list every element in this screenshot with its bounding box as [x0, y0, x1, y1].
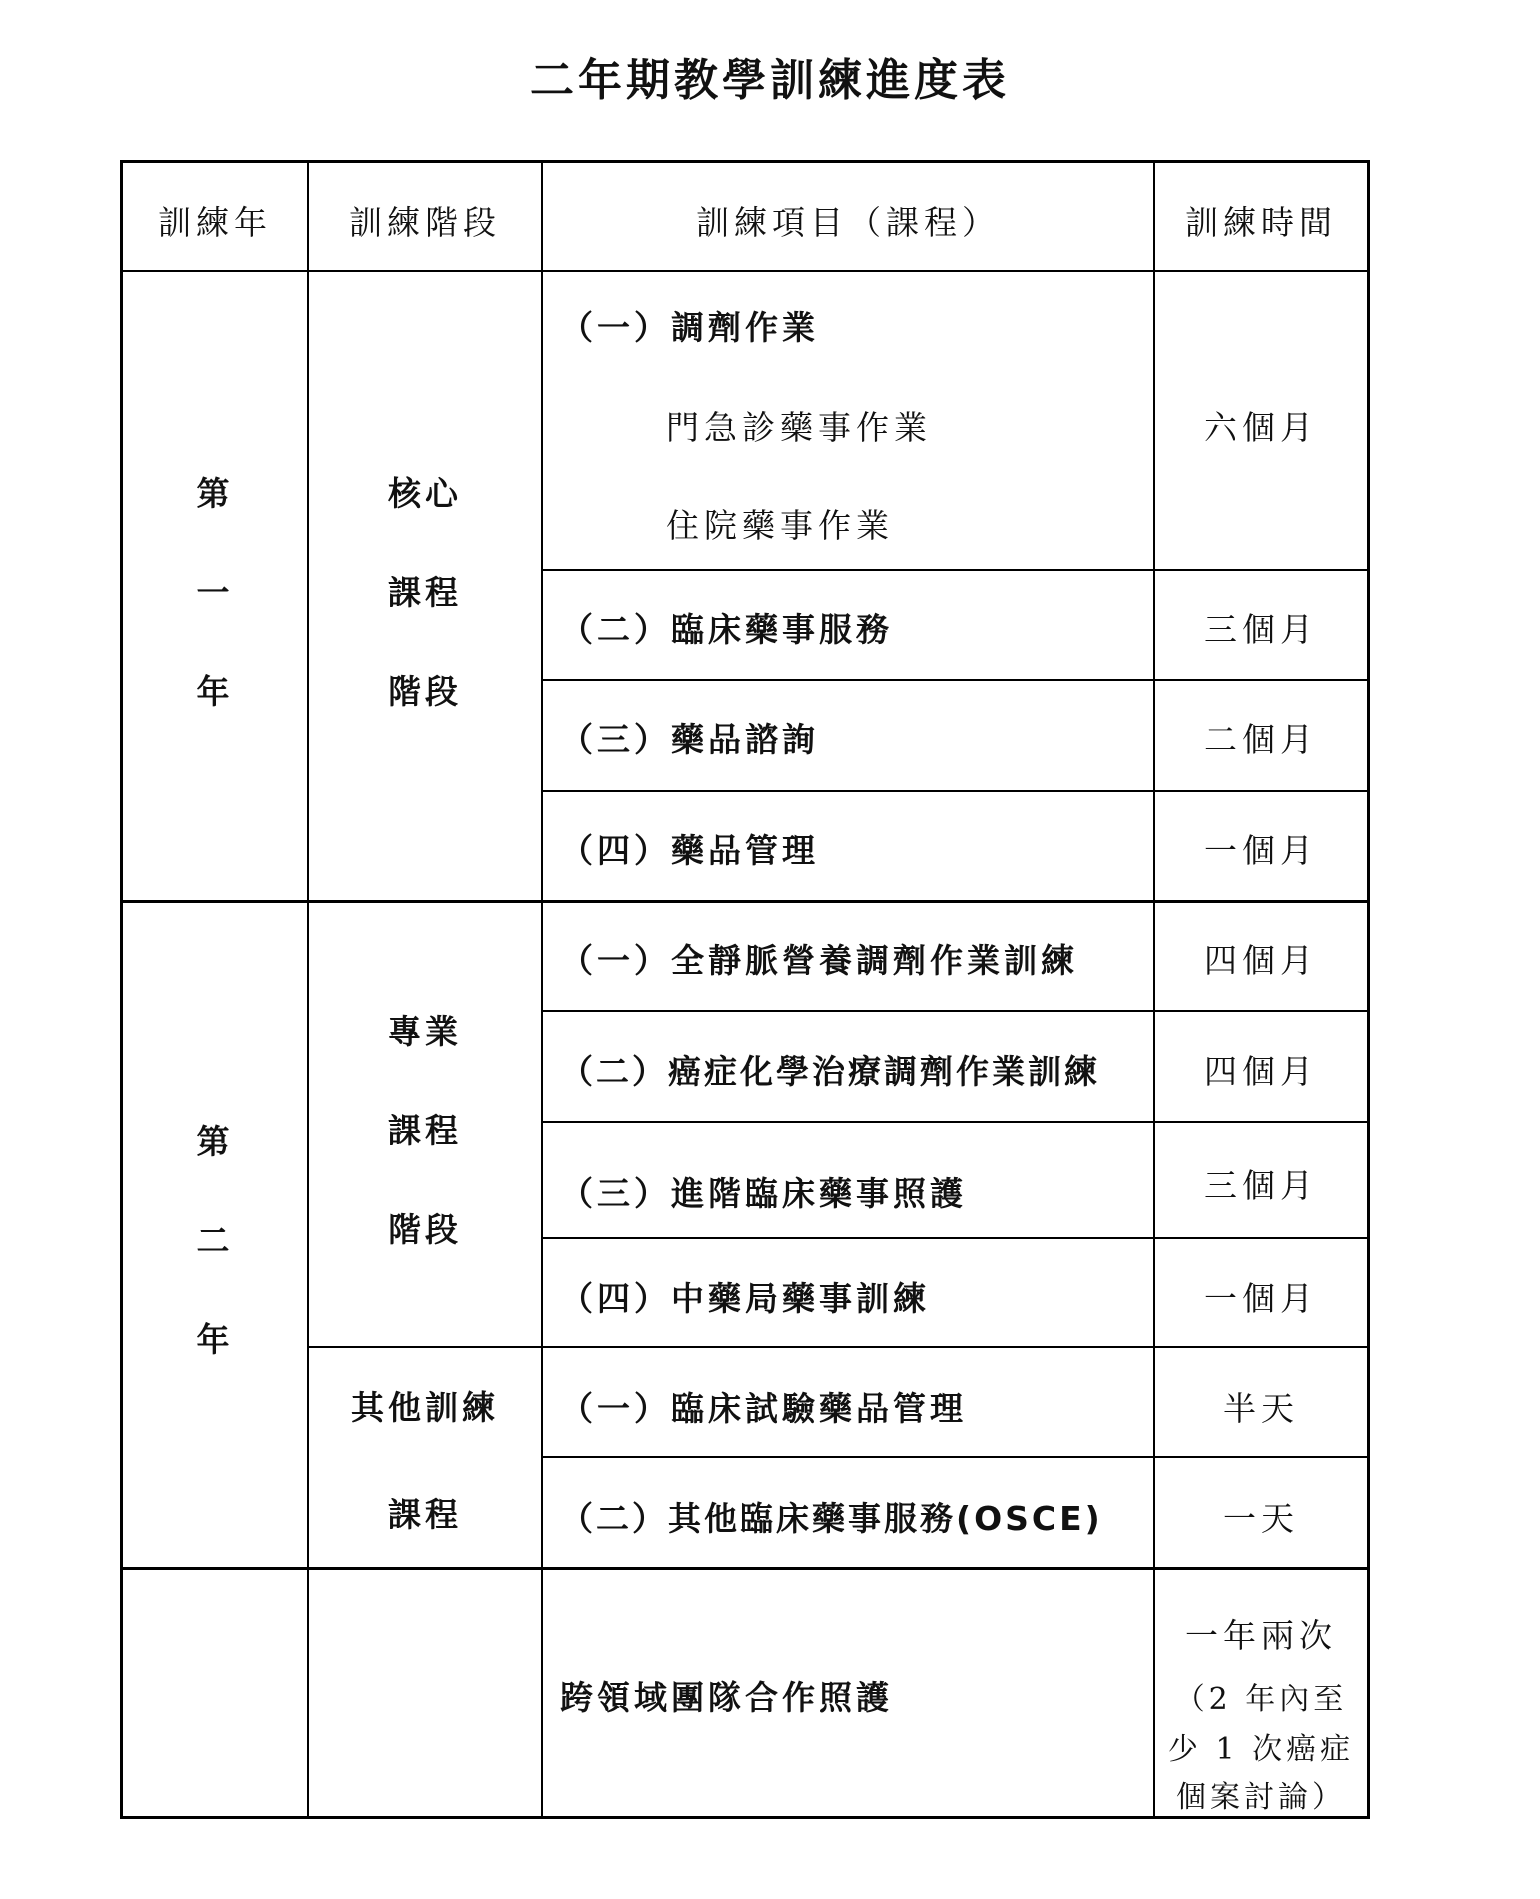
year2-other-time-2: 一天: [1223, 1499, 1299, 1538]
year2-stage-pro-2: 課程: [388, 1111, 462, 1150]
interprofessional-care-note-1: （2 年內至: [1174, 1682, 1348, 1717]
year1-time-4: 一個月: [1204, 831, 1318, 870]
year2-stage-pro-1: 專業: [388, 1012, 462, 1051]
header-training-year: 訓練年: [158, 203, 272, 242]
year1-item-3: （三）藥品諮詢: [560, 720, 819, 759]
year1-item-1-sub-1: 門急診藥事作業: [666, 408, 932, 447]
page-title: 二年期教學訓練進度表: [530, 55, 1010, 106]
year2-label-1: 第: [196, 1122, 234, 1161]
year1-item-2: （二）臨床藥事服務: [560, 610, 893, 649]
year1-item-1: （一）調劑作業: [560, 308, 819, 347]
year2-item-2: （二）癌症化學治療調劑作業訓練: [560, 1052, 1100, 1091]
year2-other-item-1: （一）臨床試驗藥品管理: [560, 1389, 967, 1428]
year2-other-time-1: 半天: [1223, 1389, 1299, 1428]
year1-item-1-sub-2: 住院藥事作業: [666, 506, 894, 545]
year1-time-3: 二個月: [1204, 720, 1318, 759]
year1-stage-2: 課程: [388, 573, 462, 612]
year2-stage-pro-3: 階段: [388, 1210, 462, 1249]
year2-stage-other-2: 課程: [388, 1495, 462, 1534]
year2-other-item-2: （二）其他臨床藥事服務(OSCE): [560, 1499, 1103, 1538]
interprofessional-care-item: 跨領域團隊合作照護: [560, 1678, 893, 1717]
year2-item-3: （三）進階臨床藥事照護: [560, 1174, 967, 1213]
header-training-item: 訓練項目（課程）: [696, 203, 1000, 242]
year1-stage-3: 階段: [388, 672, 462, 711]
header-training-time: 訓練時間: [1185, 203, 1337, 242]
interprofessional-care-note-3: 個案討論）: [1176, 1780, 1346, 1815]
year2-label-3: 年: [196, 1320, 234, 1359]
year1-time-1: 六個月: [1204, 408, 1318, 447]
year2-time-4: 一個月: [1204, 1279, 1318, 1318]
interprofessional-care-time: 一年兩次: [1185, 1616, 1337, 1655]
year2-stage-other-1: 其他訓練: [351, 1388, 499, 1427]
year1-label-1: 第: [196, 474, 234, 513]
year1-label-2: 一: [196, 573, 234, 612]
year1-time-2: 三個月: [1204, 610, 1318, 649]
year2-item-4: （四）中藥局藥事訓練: [560, 1279, 930, 1318]
year1-label-3: 年: [196, 672, 234, 711]
year2-time-3: 三個月: [1204, 1166, 1318, 1205]
year1-item-4: （四）藥品管理: [560, 831, 819, 870]
interprofessional-care-note-2: 少 1 次癌症: [1167, 1732, 1355, 1767]
header-training-stage: 訓練階段: [349, 203, 501, 242]
year2-item-1: （一）全靜脈營養調劑作業訓練: [560, 941, 1078, 980]
year2-label-2: 二: [196, 1221, 234, 1260]
year2-time-1: 四個月: [1204, 941, 1318, 980]
year1-stage-1: 核心: [388, 474, 462, 513]
year2-time-2: 四個月: [1204, 1052, 1318, 1091]
